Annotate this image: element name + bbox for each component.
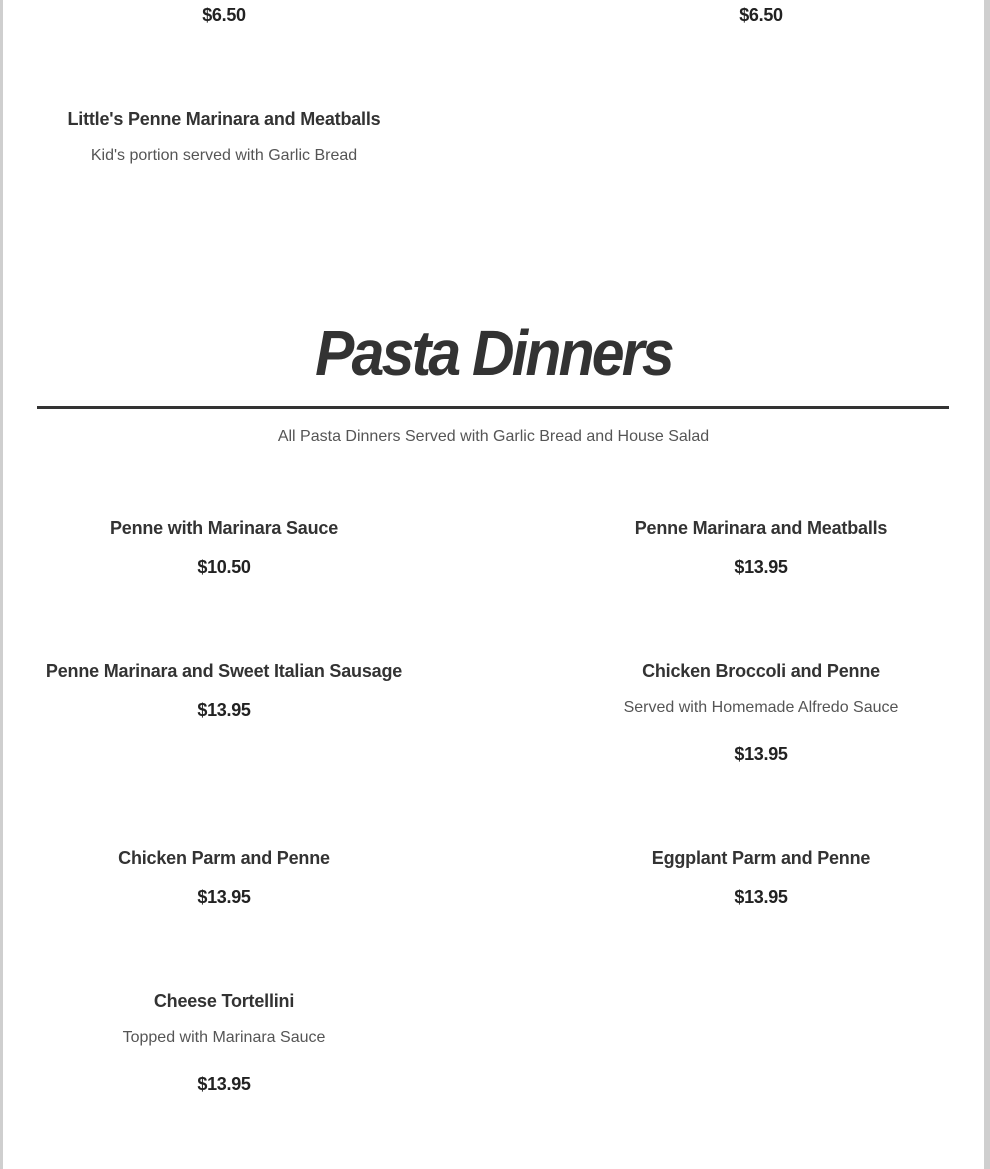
item-price: $10.50 [197,557,251,577]
section-subtitle: All Pasta Dinners Served with Garlic Bread and House Salad [277,428,710,445]
section-title: Pasta Dinners [315,317,672,389]
item-price: $13.95 [734,744,788,764]
item-name: Penne Marinara and Sweet Italian Sausage [45,661,403,681]
item-name: Penne Marinara and Meatballs [634,518,888,538]
section-divider [37,406,949,409]
item-price: $13.95 [734,887,788,907]
item-price: $6.50 [739,5,783,25]
item-name: Eggplant Parm and Penne [651,848,871,868]
menu-page [3,0,984,1169]
item-price: $13.95 [197,1074,251,1094]
item-name: Chicken Parm and Penne [118,848,330,868]
item-price: $6.50 [202,5,246,25]
item-name: Chicken Broccoli and Penne [642,661,880,681]
item-name: Cheese Tortellini [153,991,295,1011]
item-description: Topped with Marinara Sauce [122,1029,326,1046]
item-price: $13.95 [734,557,788,577]
item-description: Served with Homemade Alfredo Sauce [623,699,899,716]
item-price: $13.95 [197,887,251,907]
item-name: Little's Penne Marinara and Meatballs [67,109,381,129]
item-price: $13.95 [197,700,251,720]
item-description: Kid's portion served with Garlic Bread [90,147,358,164]
item-name: Penne with Marinara Sauce [109,518,339,538]
